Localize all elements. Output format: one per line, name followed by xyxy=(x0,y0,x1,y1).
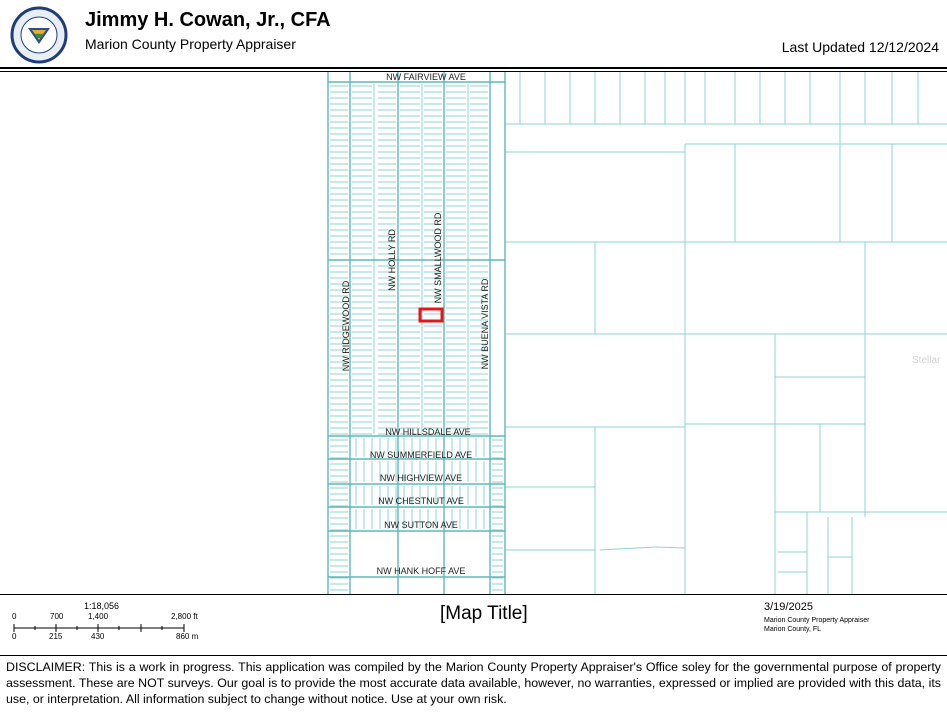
street-label-smallwood: NW SMALLWOOD RD xyxy=(433,212,443,304)
street-label-fairview: NW FAIRVIEW AVE xyxy=(386,72,466,82)
disclaimer-text: DISCLAIMER: This is a work in progress. This application was compiled by the Marion County Property Appraiser's Office soley for the governmental purpose of property assessment. These are NOT surveys. Our goal is to provide the most accurate data available, however, no warranties, expressed or implied are provided with this data, its use, or interpretation. All information subject to change without notice. Use at your own risk. xyxy=(6,660,941,706)
scale-m-label-2: 430 xyxy=(91,632,105,641)
scale-m-label-3: 860 m xyxy=(176,632,199,641)
map-view[interactable] xyxy=(0,72,947,594)
parcel-lines xyxy=(330,72,947,594)
road-lines xyxy=(328,72,505,594)
property-appraiser-seal-icon xyxy=(8,6,70,64)
street-label-hank-hoff: NW HANK HOFF AVE xyxy=(376,566,466,576)
page-title: Jimmy H. Cowan, Jr., CFA xyxy=(85,9,331,31)
street-label-ridgewood: NW RIDGEWOOD RD xyxy=(341,280,351,372)
page-subtitle: Marion County Property Appraiser xyxy=(85,36,296,52)
print-date: 3/19/2025 xyxy=(764,601,813,613)
street-label-summerfield: NW SUMMERFIELD AVE xyxy=(369,450,473,460)
map-watermark: Stellar xyxy=(912,355,941,366)
credit-line-2: Marion County, FL xyxy=(764,626,822,633)
page-header xyxy=(0,0,947,68)
footer-divider xyxy=(0,655,947,656)
scale-ratio: 1:18,056 xyxy=(84,601,120,611)
subject-parcel-highlight[interactable] xyxy=(420,309,442,321)
map-credit xyxy=(764,616,869,634)
scale-bar xyxy=(0,605,215,657)
street-label-highview: NW HIGHVIEW AVE xyxy=(379,473,463,483)
credit-line-1: Marion County Property Appraiser xyxy=(764,617,870,624)
parcel-map[interactable] xyxy=(0,72,947,594)
header-divider xyxy=(0,67,947,69)
street-label-sutton: NW SUTTON AVE xyxy=(384,520,458,530)
map-footer xyxy=(0,594,947,657)
street-label-holly: NW HOLLY RD xyxy=(387,229,397,291)
last-updated-text: Last Updated 12/12/2024 xyxy=(781,39,939,55)
scale-ft-label-0: 0 xyxy=(12,612,17,621)
street-label-chestnut: NW CHESTNUT AVE xyxy=(378,496,464,506)
scale-ft-label-1: 700 xyxy=(50,612,64,621)
scale-ft-label-3: 2,800 ft xyxy=(171,612,198,621)
scale-m-label-1: 215 xyxy=(49,632,63,641)
map-title: [Map Title] xyxy=(440,603,528,624)
street-label-hillsdale: NW HILLSDALE AVE xyxy=(385,427,471,437)
street-label-buena-vista: NW BUENA VISTA RD xyxy=(480,278,490,370)
scale-ft-label-2: 1,400 xyxy=(88,612,109,621)
scale-m-label-0: 0 xyxy=(12,632,17,641)
